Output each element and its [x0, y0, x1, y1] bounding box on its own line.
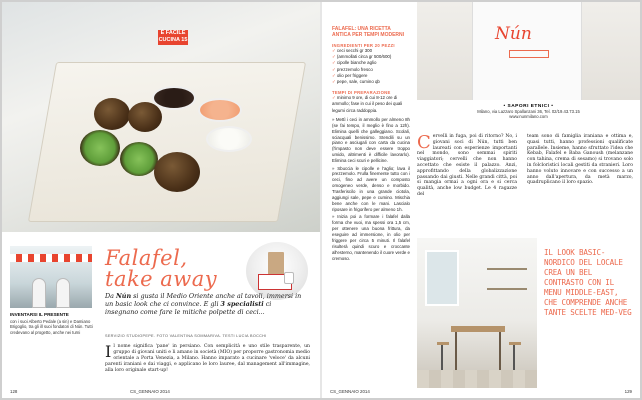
stool — [509, 342, 521, 345]
wall-shelf — [487, 288, 527, 290]
page-number: 129 — [624, 389, 632, 394]
lead-paragraph — [105, 344, 310, 374]
orange-sauce-cup — [198, 98, 242, 122]
ingredient-item: ✓ (ammollati circa gr 500/600) — [332, 54, 410, 60]
awning — [10, 254, 92, 262]
pull-quote: IL LOOK BASIC-NORDICO DEL LOCALE CREA UN BEL CONTRASTO CON IL MENU MIDDLE-EAST, CHE COMPRENDE ANCHE TANTE SCELTE MED-VEG — [544, 248, 632, 317]
ingredient-item: ✓ olio per friggere — [332, 73, 410, 79]
deck-emphasis: 3 specialisti — [220, 300, 264, 308]
drink-cup — [284, 272, 294, 284]
caption-title: INVENTARSI IL PRESENTE — [10, 312, 69, 317]
ingredient-item: ✓ pepe, sale, cumino qb — [332, 79, 410, 85]
drop-cap: C — [417, 132, 431, 153]
stool — [437, 342, 449, 345]
recipe-sidebar — [332, 26, 410, 263]
falafel-ball-halved — [80, 130, 120, 166]
floor — [417, 370, 537, 388]
procedure-step: » Sbuccia le cipolle e l'aglio; lava il prezzemolo. Frulla finemente tutto con i ceci, fino ad avere un composto omogeneo verde, denso e morbido. Trasferiscilo in una grande ciotola, aggiungi sale, pepe e cumino. Mischia bene anche con le mani. Lascialo riposare in frigorifero per almeno 1h. — [332, 165, 410, 212]
shop-sign — [509, 50, 549, 58]
shop-address: Milano, via Lazzaro Spallanzani 36, Tel. 02/19.43.73.15 — [477, 109, 580, 114]
right-page — [322, 2, 640, 398]
page-number: 128 — [10, 389, 18, 394]
shop-info — [417, 104, 640, 120]
body-text: ervelli in fuga, poi di ritorno? No, i giovani soci di Nún, tutti ben laureati con esperienze importanti nel mondo, sono semmai spiriti viaggiatori; cervelli che non hanno accettato che esiste il palazzo. Anzi, approfittando della globalizzazione passando dai giusti. Nelle grandi città, poi si mangia ormai a ogni ora e si cerca qualità, anche low budget. Le 4 ragazze del — [417, 134, 517, 197]
ingredient-item: ✓ cipolle bianche aglio — [332, 60, 410, 66]
issue-label: CS_GENNAIO 2014 — [130, 389, 170, 394]
badge-line: È FACILE — [160, 30, 186, 36]
shop-website: www.nunmilano.com — [509, 114, 548, 120]
falafel-ball — [154, 152, 200, 192]
body-column — [527, 134, 633, 186]
body-column — [417, 134, 517, 198]
founders-photo — [10, 246, 92, 308]
title-line: take away — [105, 267, 218, 291]
title-line: Falafel, — [105, 246, 188, 270]
falafel-ball — [94, 98, 130, 130]
falafel-ball-halved — [120, 142, 158, 176]
photo-credits: SERVIZIO STUDIOPEPE. FOTO VALENTINA SOMMARIVA. TESTI LUCIA BOCCHI — [105, 334, 267, 338]
photo-caption — [10, 312, 94, 335]
ingredient-item: ✓ prezzemolo fresco — [332, 67, 410, 73]
person-figure — [56, 278, 70, 308]
body-text: team sono di famiglia iraniana e ottima e, quasi tutti, hanno professioni qualificate parallele. Insieme, hanno sfruttato l'idea che Kebab, Falafel e Baba Ganoush (melanzane con tahina, crema di sesamo) si trovano solo in folcloristici locali gestiti da stranieri. Loro hanno voluto innovare e con successo a un anno dall'apertura, da metà marzo, quadruplicano il loro spazio. — [527, 134, 633, 186]
procedure-step: » Inizia poi a formare i falafel dalla forma che vuoi, ma spessi ora 1,5 cm, per ottenere una buona frittura, da eseguire ad immersione, in olio per friggere per circa 5 minuti. Il falafel risulterà quindi scuro e croccante all'esterno, mantenendo il cuore verde e cremoso. — [332, 214, 410, 261]
article-deck — [105, 292, 305, 316]
shop-logo: Nún — [495, 24, 532, 44]
ingredient-item: ✓ ceci secchi gr 300 — [332, 48, 410, 54]
deck-text: si gusta il Medio Oriente anche al tavoli, immersi in un basic look che ci convince. E gli — [105, 292, 302, 308]
procedure-step: » Mettì i ceci in ammollo per almeno 8h (se fai tempo, il meglio è fino a 12h). Elimina quelli che galleggiano. Scolali, sciacquali benissimo. Stendili su un piano e asciugali con carta da cucina (l'impasto non deve essere troppo umido, altrimenti è difficile lavorarlo). Elimina ceci scuri e pellicine. — [332, 116, 410, 164]
ingredients-list — [332, 48, 410, 85]
shop-info-heading: • SAPORI ETNICI • — [503, 104, 554, 109]
person-figure — [32, 278, 46, 308]
left-page — [2, 2, 320, 398]
table — [451, 326, 505, 332]
time-list — [332, 95, 410, 114]
time-heading: TEMPI DI PREPARAZIONE — [332, 90, 391, 96]
issue-label: CS_GENNAIO 2014 — [330, 389, 370, 394]
lead-text: l nome significa 'pane' in persiano. Con semplicità e uno stile trasparente, un gruppo di giovani uniti e li amano in società (MIO) per proporre gastronomia medio orientale a Porta Venezia, a Milano. Hanno imparato a cucinare 'veloce' da alcuni parenti iraniani e dai viaggi, e applicano le loro lauree, dal management all'immagine, alla loro originale start-up! — [105, 344, 310, 373]
time-item: ✓ minimo 9 ore, di cui 8-12 ore di ammollo; fase in cui il peso dei quali legumi circa raddoppia. — [332, 95, 410, 114]
white-sauce-cup — [206, 126, 252, 152]
window — [425, 250, 459, 306]
paper-bag — [268, 252, 284, 276]
restaurant-interior-photo — [417, 238, 537, 388]
caption-text: con i suoi Alberto Pedale (a sin) e Damiano Brigoglio, tra gli ill suoi fondatori di Nún. Tutti credevano al progetto, anche nei turni — [10, 318, 93, 335]
wall-shelf — [487, 268, 527, 270]
ingredients-heading: INGREDIENTI PER 20 PEZZI — [332, 43, 395, 48]
article-title — [105, 248, 235, 290]
recipe-title: FALAFEL: UNA RICETTA ANTICA PER TEMPI MODERNI — [332, 26, 405, 38]
deck-text: Da — [105, 292, 116, 300]
drop-cap: I — [105, 342, 112, 361]
badge-line: CUCINA 15 — [158, 37, 188, 43]
shop-front-photo — [417, 2, 640, 100]
deck-emphasis: Nún — [115, 292, 132, 300]
recipe-procedure — [332, 117, 410, 262]
dark-sauce-cup — [152, 86, 196, 110]
falafel-ball — [128, 102, 162, 132]
deck-text: ci insegnano come fare le mitiche polpette di ceci... — [105, 300, 272, 316]
section-badge — [158, 30, 188, 45]
